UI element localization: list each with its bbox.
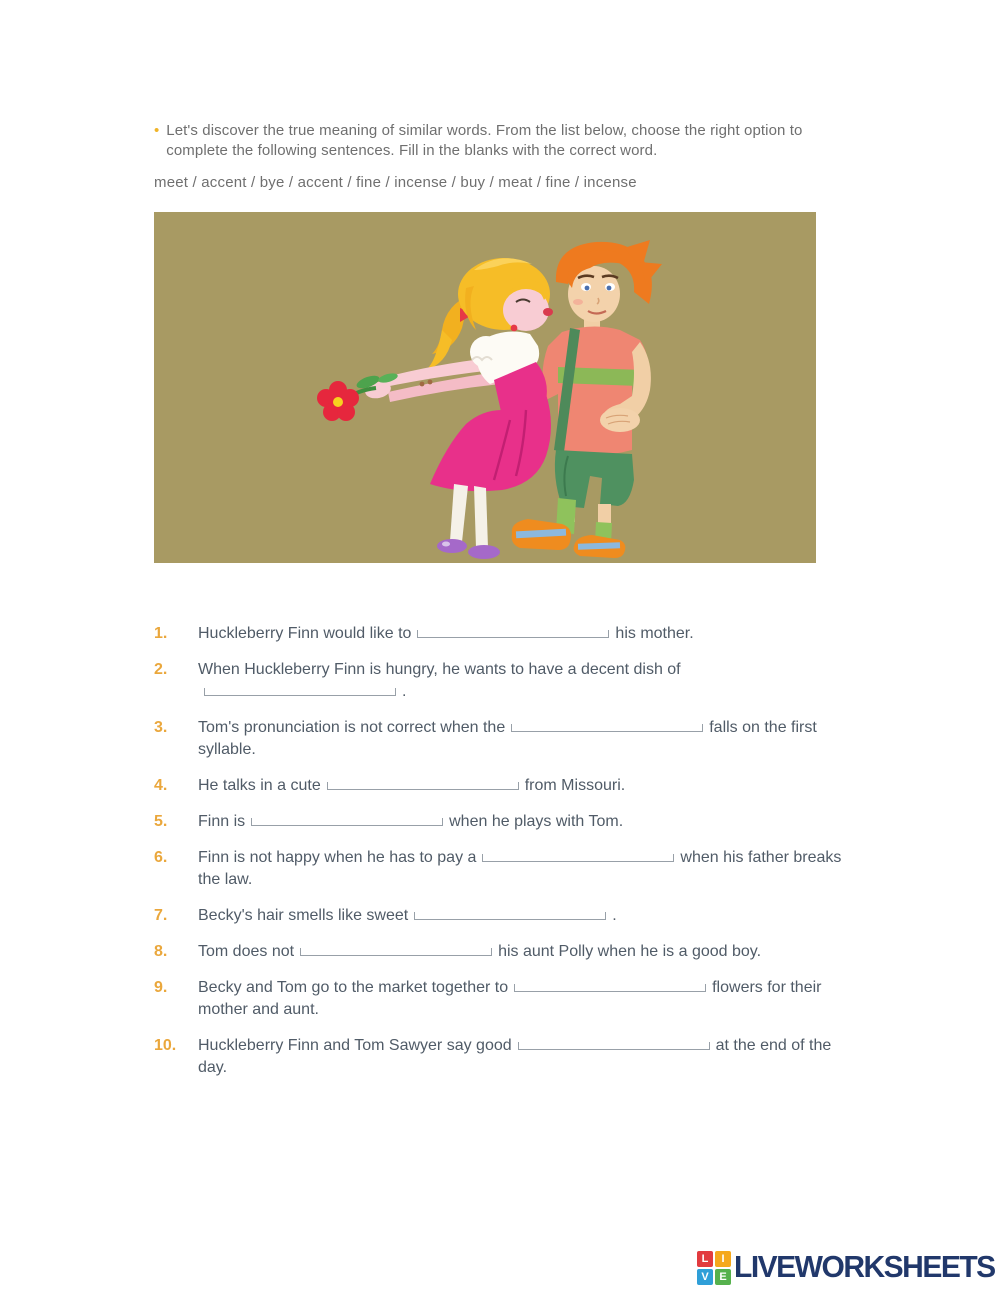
question-number: 2.: [154, 661, 168, 678]
question-list: [154, 623, 866, 1079]
question-row-4: [154, 775, 866, 797]
question-row-7: [154, 905, 866, 927]
question-number: 1.: [154, 625, 168, 642]
question-text: Huckleberry Finn would like to his mother.: [198, 625, 694, 642]
question-row-9: [154, 977, 866, 1021]
question-text: Tom does not his aunt Polly when he is a good boy.: [198, 943, 762, 960]
question-row-6: [154, 847, 866, 891]
brand-wordmark: LIVEWORKSHEETS: [734, 1250, 995, 1285]
question-number: 7.: [154, 907, 168, 924]
logo-block-l: L: [697, 1251, 713, 1267]
question-text: Finn is when he plays with Tom.: [198, 813, 624, 830]
logo-block-v: V: [697, 1269, 713, 1285]
question-text: When Huckleberry Finn is hungry, he wants to have a decent dish of.: [198, 661, 681, 700]
logo-block-e: E: [715, 1269, 731, 1285]
answer-blank[interactable]: [417, 630, 609, 638]
question-number: 9.: [154, 979, 168, 996]
liveworksheets-branding: [697, 1251, 995, 1285]
question-text: Finn is not happy when he has to pay a when his father breaks the law.: [198, 849, 842, 888]
question-row-2: [154, 659, 866, 703]
question-text: Becky's hair smells like sweet .: [198, 907, 617, 924]
instruction-block: [154, 121, 866, 160]
question-number: 3.: [154, 719, 168, 736]
answer-blank[interactable]: [482, 854, 674, 862]
worksheet-illustration: [154, 212, 816, 563]
question-row-1: [154, 623, 866, 645]
answer-blank[interactable]: [327, 782, 519, 790]
instruction-text: Let's discover the true meaning of similar words. From the list below, choose the right option to complete the following sentences. Fill in the blanks with the correct word.: [166, 122, 803, 159]
answer-blank[interactable]: [300, 948, 492, 956]
question-row-5: [154, 811, 866, 833]
question-number: 4.: [154, 777, 168, 794]
question-text: He talks in a cute from Missouri.: [198, 777, 626, 794]
question-text: Becky and Tom go to the market together to flowers for their mother and aunt.: [198, 979, 822, 1018]
question-text: Huckleberry Finn and Tom Sawyer say good at the end of the day.: [198, 1037, 832, 1076]
question-row-3: [154, 717, 866, 761]
answer-blank[interactable]: [204, 688, 396, 696]
worksheet-page: [154, 121, 866, 1093]
liveworksheets-logo-icon: [697, 1251, 731, 1285]
answer-blank[interactable]: [518, 1042, 710, 1050]
question-row-8: [154, 941, 866, 963]
question-row-10: [154, 1035, 866, 1079]
question-number: 8.: [154, 943, 168, 960]
answer-blank[interactable]: [511, 724, 703, 732]
answer-blank[interactable]: [514, 984, 706, 992]
question-number: 6.: [154, 849, 168, 866]
logo-block-i: I: [715, 1251, 731, 1267]
question-number: 10.: [154, 1037, 177, 1054]
question-text: Tom's pronunciation is not correct when the falls on the first syllable.: [198, 719, 817, 758]
answer-blank[interactable]: [251, 818, 443, 826]
question-number: 5.: [154, 813, 168, 830]
bullet-icon: •: [154, 122, 160, 139]
word-bank: meet / accent / bye / accent / fine / incense / buy / meat / fine / incense: [154, 174, 637, 191]
answer-blank[interactable]: [414, 912, 606, 920]
